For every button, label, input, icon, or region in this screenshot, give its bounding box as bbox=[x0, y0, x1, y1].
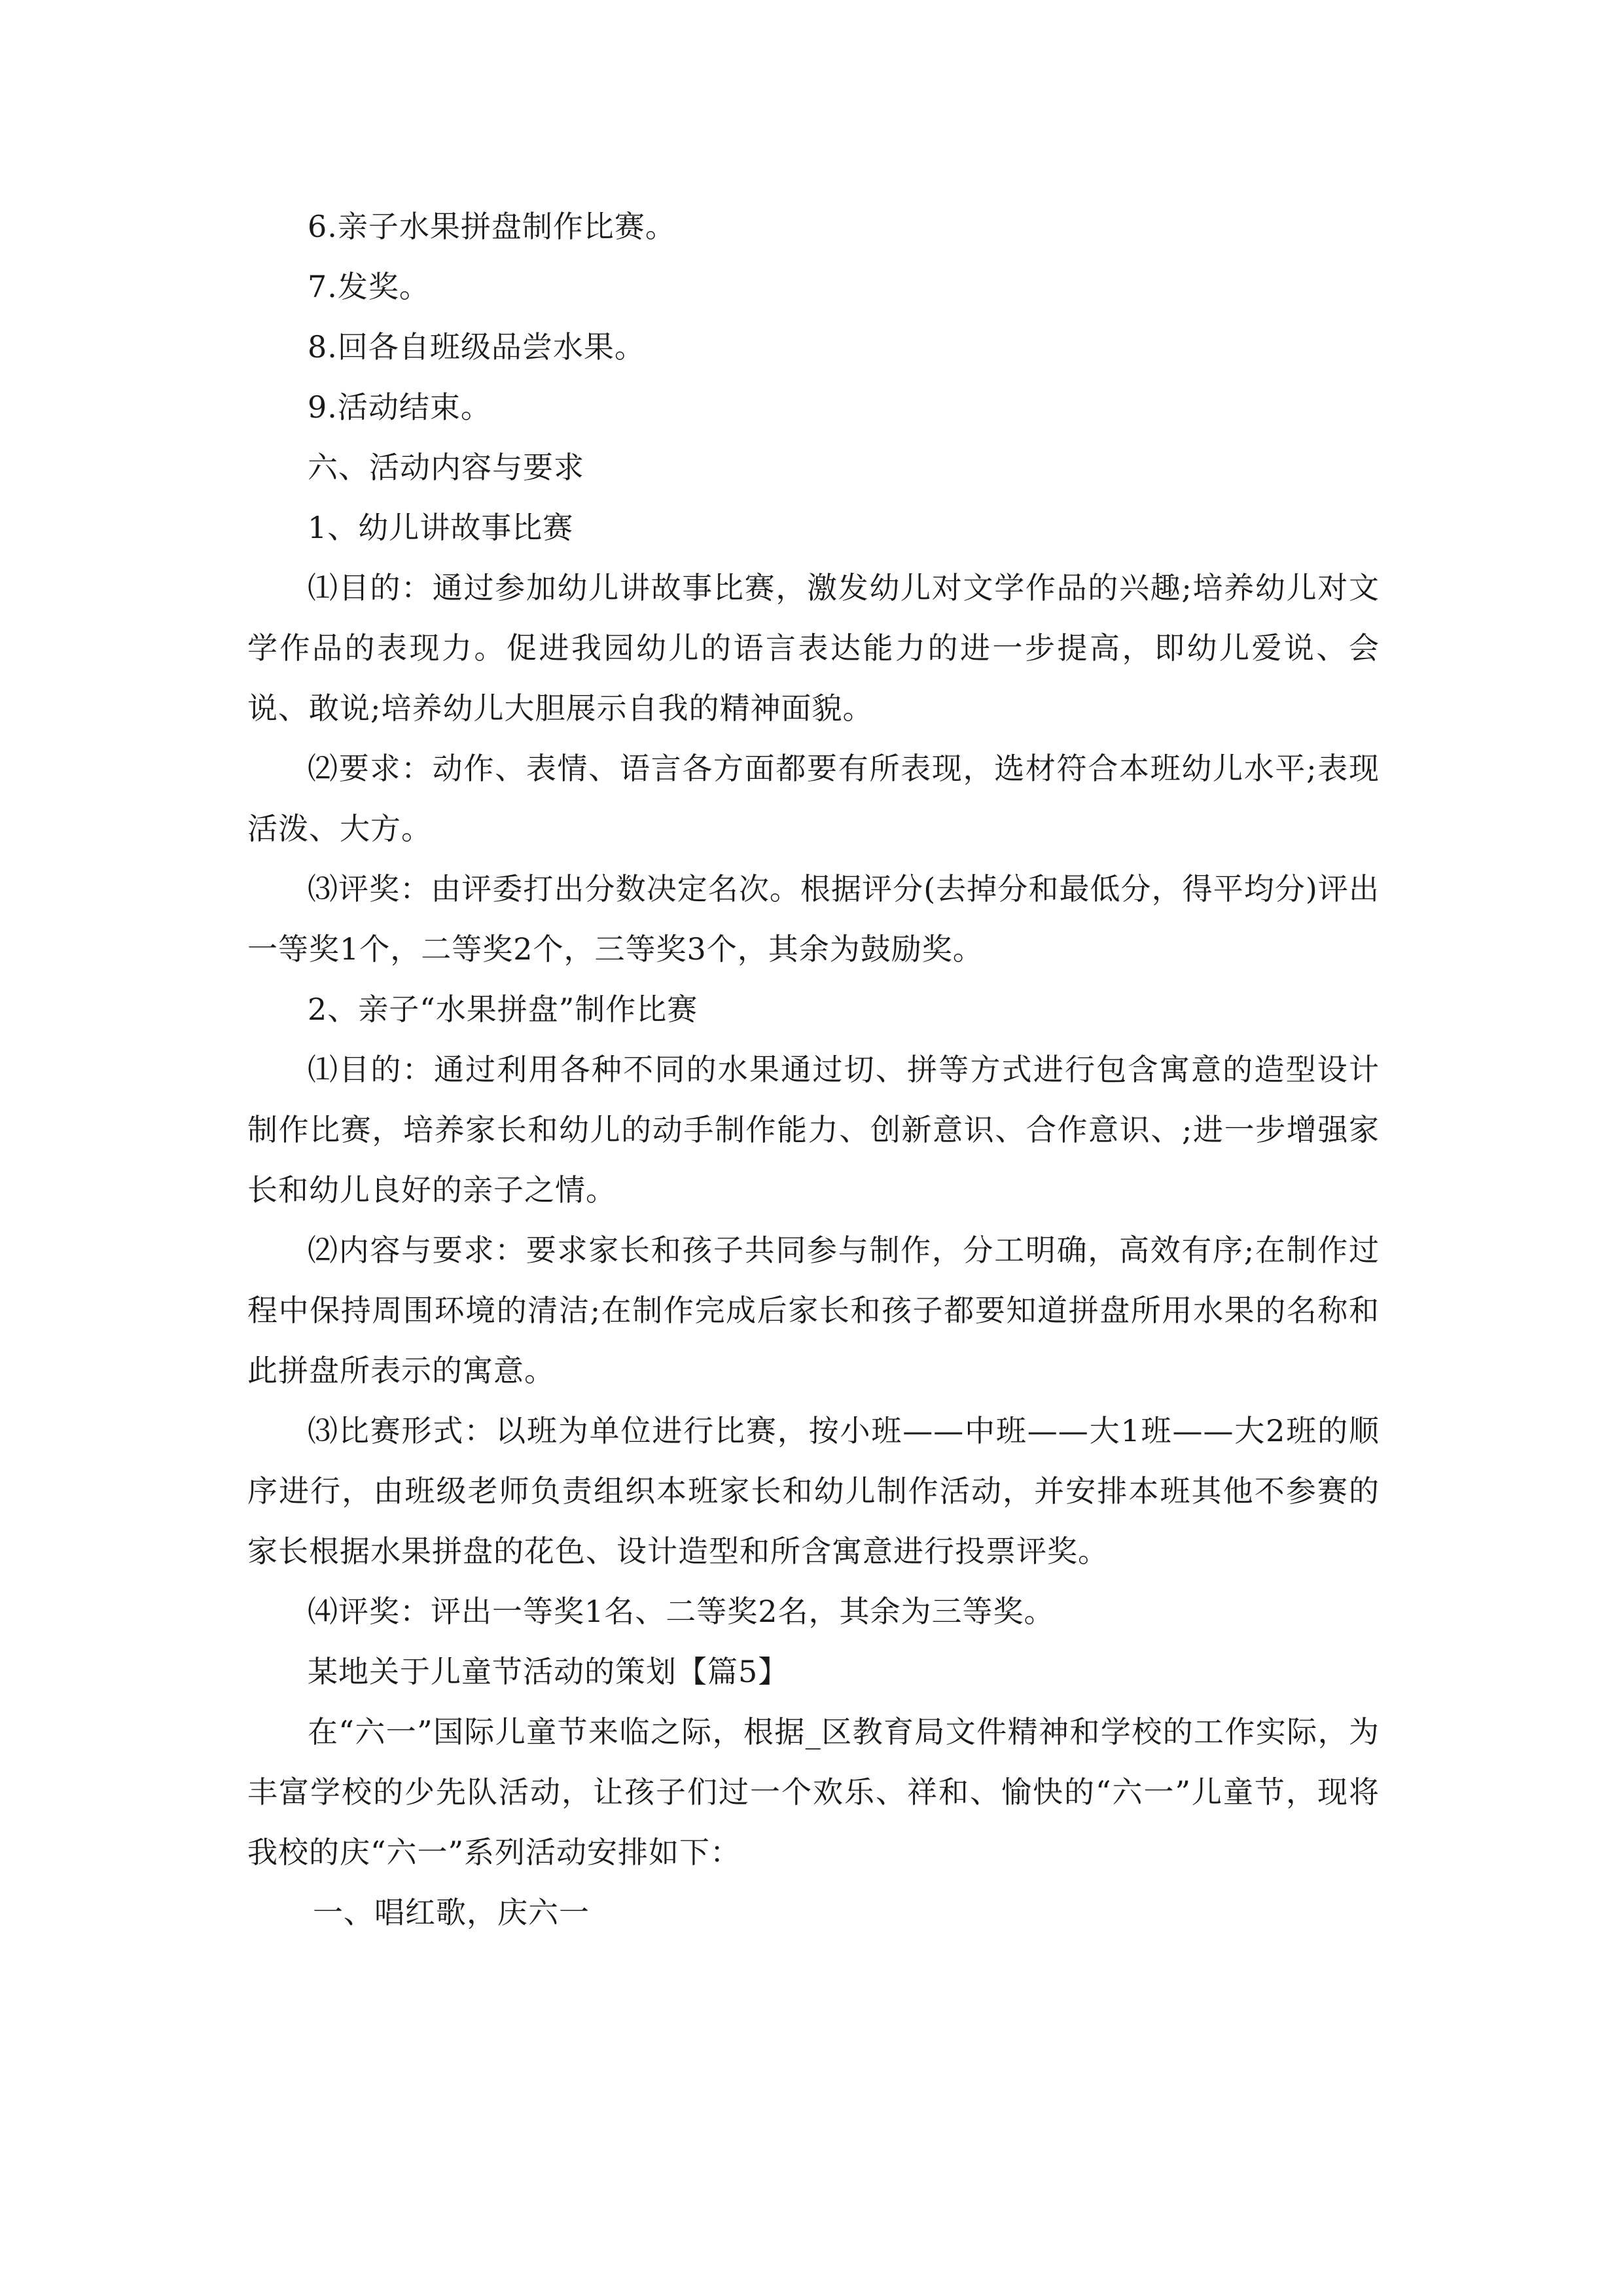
paragraph-storytelling-awards: ⑶评奖：由评委打出分数决定名次。根据评分(去掉分和最低分，得平均分)评出一等奖1个，二等奖2个，三等奖3个，其余为鼓励奖。 bbox=[247, 871, 1380, 967]
paragraph-storytelling-purpose: ⑴目的：通过参加幼儿讲故事比赛，激发幼儿对文学作品的兴趣;培养幼儿对文学作品的表现力。促进我园幼儿的语言表达能力的进一步提高，即幼儿爱说、会说、敢说;培养幼儿大胆展示自我的精神面貌。 bbox=[247, 570, 1380, 726]
subheading-storytelling-contest: 1、幼儿讲故事比赛 bbox=[308, 510, 574, 545]
list-item-7: 7.发奖。 bbox=[308, 269, 430, 304]
paragraph-intro-part-5: 在“六一”国际儿童节来临之际，根据_区教育局文件精神和学校的工作实际，为丰富学校的少先队活动，让孩子们过一个欢乐、祥和、愉快的“六一”儿童节，现将我校的庆“六一”系列活动安排如下： bbox=[247, 1714, 1380, 1870]
subheading-fruit-platter-contest: 2、亲子“水果拼盘”制作比赛 bbox=[308, 992, 698, 1027]
list-item-8: 8.回各自班级品尝水果。 bbox=[308, 329, 645, 365]
document-body bbox=[247, 196, 1380, 1943]
article-title-part-5: 某地关于儿童节活动的策划【篇5】 bbox=[308, 1654, 789, 1689]
section-heading-sing-red-songs: 一、唱红歌，庆六一 bbox=[313, 1895, 590, 1930]
list-item-6: 6.亲子水果拼盘制作比赛。 bbox=[308, 209, 676, 244]
paragraph-storytelling-requirements: ⑵要求：动作、表情、语言各方面都要有所表现，选材符合本班幼儿水平;表现活泼、大方。 bbox=[247, 751, 1380, 846]
paragraph-fruit-platter-requirements: ⑵内容与要求：要求家长和孩子共同参与制作，分工明确，高效有序;在制作过程中保持周围环境的清洁;在制作完成后家长和孩子都要知道拼盘所用水果的名称和此拼盘所表示的寓意。 bbox=[247, 1232, 1380, 1388]
section-heading-activity-content: 六、活动内容与要求 bbox=[308, 450, 584, 485]
paragraph-fruit-platter-purpose: ⑴目的：通过利用各种不同的水果通过切、拼等方式进行包含寓意的造型设计制作比赛，培养家长和幼儿的动手制作能力、创新意识、合作意识、;进一步增强家长和幼儿良好的亲子之情。 bbox=[247, 1052, 1380, 1208]
paragraph-fruit-platter-awards: ⑷评奖：评出一等奖1名、二等奖2名，其余为三等奖。 bbox=[308, 1594, 1055, 1629]
paragraph-fruit-platter-format: ⑶比赛形式：以班为单位进行比赛，按小班——中班——大1班——大2班的顺序进行，由班级老师负责组织本班家长和幼儿制作活动，并安排本班其他不参赛的家长根据水果拼盘的花色、设计造型和所含寓意进行投票评奖。 bbox=[247, 1413, 1380, 1569]
list-item-9: 9.活动结束。 bbox=[308, 389, 491, 425]
